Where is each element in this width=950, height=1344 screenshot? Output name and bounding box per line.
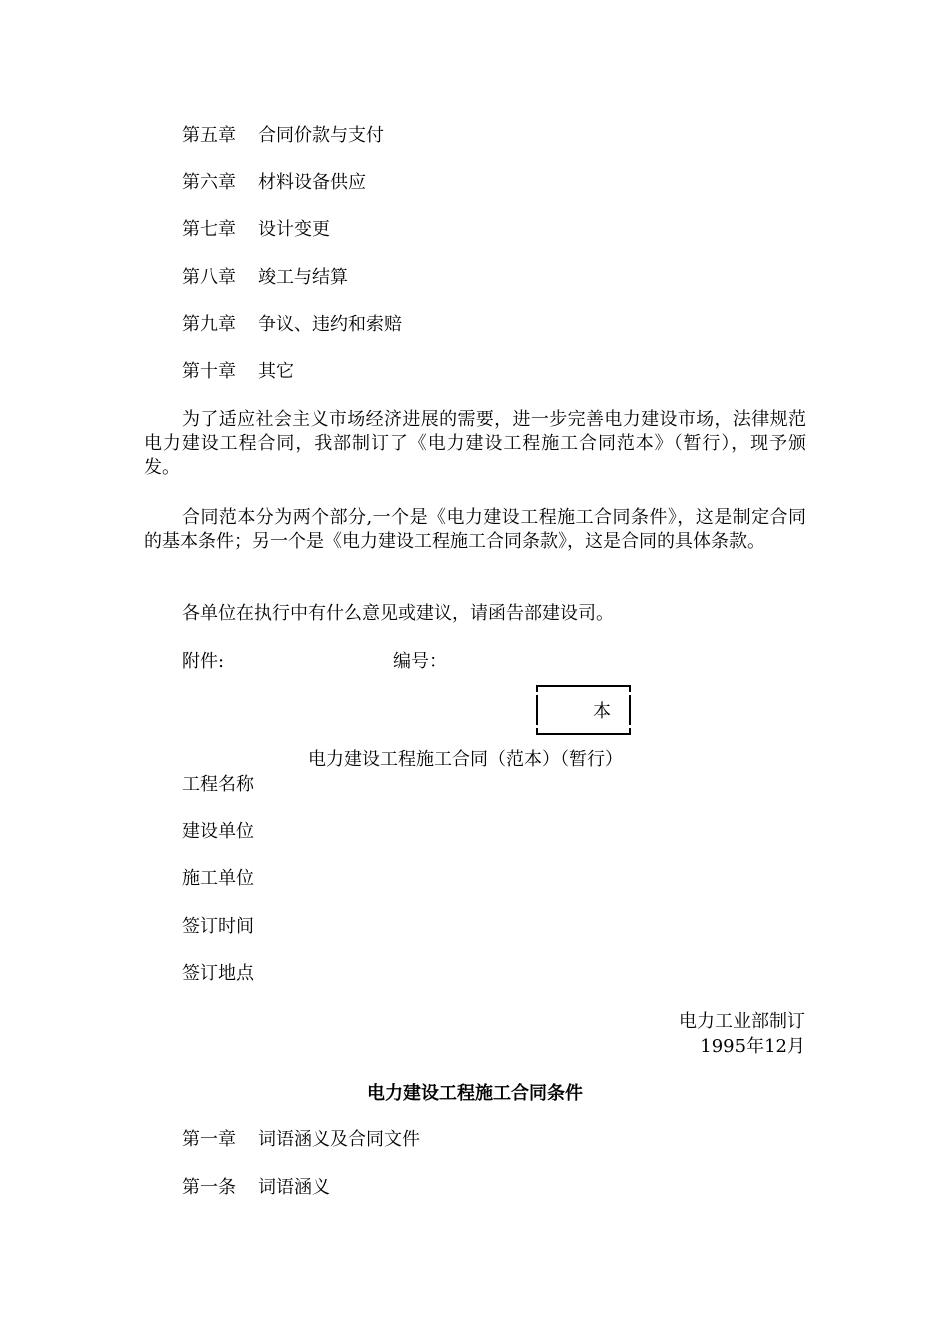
chapter-8	[182, 266, 348, 290]
attachment-label: 附件:	[182, 651, 225, 672]
chapter-number: 第一章	[182, 1129, 236, 1150]
chapter-title: 合同价款与支付	[258, 125, 384, 146]
chapter-number: 第七章	[182, 219, 236, 240]
paragraph-structure: 合同范本分为两个部分,一个是《电力建设工程施工合同条件》，这是制定合同的基本条件；另一个是《电力建设工程施工合同条款》，这是合同的具体条款。	[144, 507, 806, 552]
chapter-title: 竣工与结算	[258, 267, 348, 288]
copy-box-text: 本	[593, 701, 611, 722]
chapter-6	[182, 171, 366, 195]
article-title: 词语涵义	[258, 1177, 330, 1198]
chapter-number: 第六章	[182, 172, 236, 193]
issuer: 电力工业部制订	[679, 1011, 805, 1032]
chapter-9	[182, 313, 402, 337]
issue-date: 1995年12月	[700, 1036, 805, 1057]
chapter-number: 第十章	[182, 361, 236, 382]
chapter-title: 材料设备供应	[258, 172, 366, 193]
section-title: 电力建设工程施工合同条件	[367, 1083, 583, 1104]
paragraph-feedback: 各单位在执行中有什么意见或建议，请函告部建设司。	[182, 603, 614, 624]
copy-box	[536, 685, 631, 735]
chapter-title: 词语涵义及合同文件	[258, 1129, 420, 1150]
chapter-title: 争议、违约和索赔	[258, 314, 402, 335]
chapter-1	[182, 1128, 420, 1152]
article-number: 第一条	[182, 1177, 236, 1198]
chapter-number: 第九章	[182, 314, 236, 335]
chapter-number: 第八章	[182, 267, 236, 288]
article-1	[182, 1176, 330, 1200]
field-contractor: 施工单位	[182, 868, 254, 889]
field-client: 建设单位	[182, 821, 254, 842]
contract-title: 电力建设工程施工合同（范本）（暂行）	[308, 749, 623, 770]
paragraph-intro: 为了适应社会主义市场经济进展的需要，进一步完善电力建设市场，法律规范电力建设工程合同，我部制订了《电力建设工程施工合同范本》（暂行），现予颁发。	[144, 409, 806, 478]
chapter-10	[182, 360, 294, 384]
field-sign-date: 签订时间	[182, 916, 254, 937]
chapter-7	[182, 218, 330, 242]
field-sign-place: 签订地点	[182, 963, 254, 984]
chapter-number: 第五章	[182, 125, 236, 146]
chapter-5	[182, 124, 384, 148]
chapter-title: 设计变更	[258, 219, 330, 240]
number-label: 编号：	[393, 651, 447, 672]
field-project-name: 工程名称	[182, 774, 254, 795]
chapter-title: 其它	[258, 361, 294, 382]
